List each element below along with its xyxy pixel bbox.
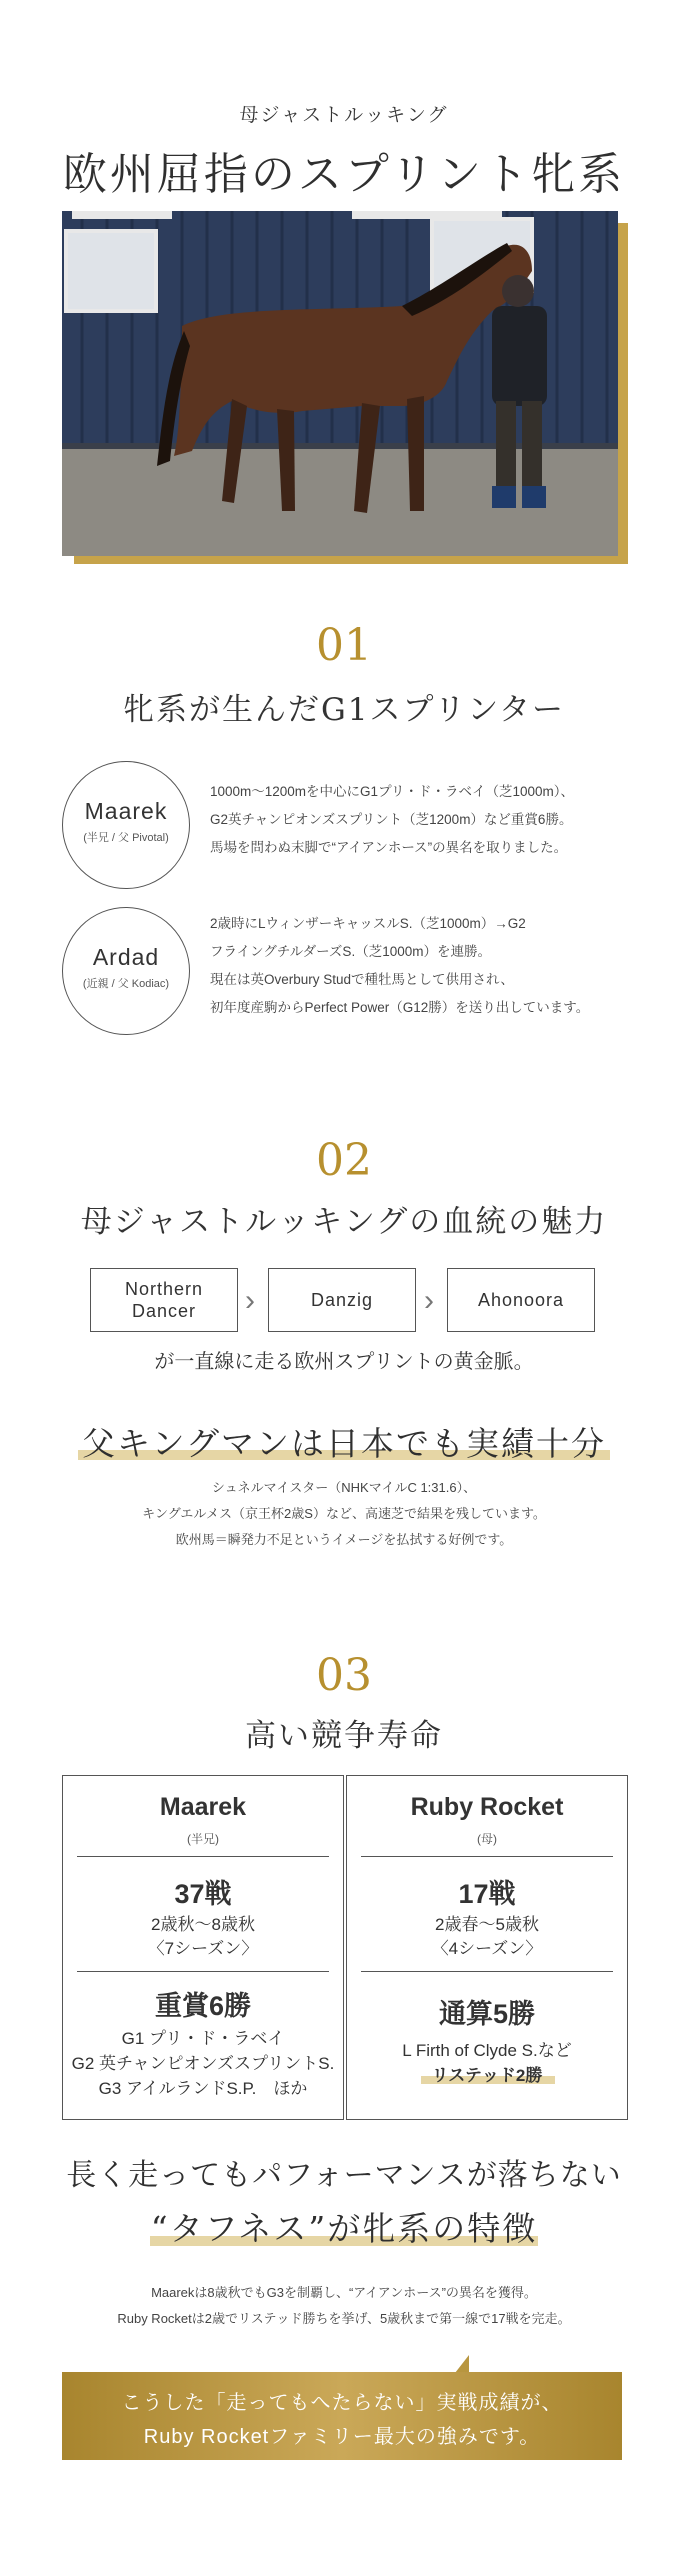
card-relation: (半兄): [187, 1832, 219, 1846]
section3-body: [0, 2280, 688, 2332]
section3-headline-2: “タフネス”が牝系の特徴: [150, 2209, 538, 2248]
section-title-3: 高い競争寿命: [245, 1718, 443, 1754]
banner-line: こうした「走ってもへたらない」実戦成績が、: [121, 2392, 563, 2414]
conclusion-banner: [62, 2372, 622, 2460]
chevron-right-icon: ›: [245, 1284, 255, 1317]
pedigree-name-line: Danzig: [310, 1290, 374, 1310]
horse-circle-ardad: [62, 907, 190, 1035]
card-detail-line: リステッド2勝: [431, 2066, 543, 2085]
pedigree-box-ahonoora: [447, 1268, 595, 1332]
pedigree-box-danzig: [268, 1268, 416, 1332]
card-detail-line: G1 プリ・ド・ラベイ: [121, 2029, 285, 2048]
card-wins: 重賞6勝: [154, 1991, 252, 2021]
description-line: G2英チャンピオンズスプリント（芝1200m）など重賞6勝。: [210, 812, 573, 827]
card-race-count: 37戦: [174, 1879, 232, 1909]
description-line: 馬場を問わぬ末脚で“アイアンホース”の異名を取りました。: [210, 840, 568, 855]
horse-relation: (近親 / 父 Kodiac): [82, 978, 170, 990]
horse-description-maarek: [210, 778, 574, 862]
card-seasons: 〈4シーズン〉: [431, 1939, 543, 1958]
horse-photo-frame: [62, 211, 628, 564]
body-line: キングエルメス（京王杯2歳S）など、高速芝で結果を残しています。: [142, 1506, 546, 1521]
section2-headline: 父キングマンは日本でも実績十分: [81, 1424, 606, 1463]
section-number-01: 01: [316, 620, 372, 671]
section-title-2: 母ジャストルッキングの血統の魅力: [80, 1204, 608, 1240]
career-card-ruby-rocket: [346, 1775, 628, 2120]
pedigree-box-northern-dancer: [90, 1268, 238, 1332]
horse-circle-maarek: [62, 761, 190, 889]
card-divider: [77, 1856, 329, 1857]
card-relation: (母): [477, 1832, 497, 1846]
horse-name: Maarek: [84, 798, 168, 824]
description-line: 2歳時にLウィンザーキャッスルS.（芝1000m）→G2: [210, 916, 526, 931]
card-wins: 通算5勝: [438, 1999, 536, 2029]
card-span: 2歳春～5歳秋: [435, 1915, 539, 1934]
card-divider: [361, 1856, 613, 1857]
card-horse-name: Maarek: [159, 1793, 247, 1821]
section-title-1: 牝系が生んだG1スプリンター: [122, 692, 565, 728]
pedigree-name-line: Northern: [124, 1279, 204, 1299]
card-detail-line: G2 英チャンピオンズスプリントS.: [71, 2054, 335, 2073]
card-horse-name: Ruby Rocket: [410, 1793, 564, 1821]
pedigree-name-line: Ahonoora: [477, 1290, 565, 1310]
body-line: 欧州馬＝瞬発力不足というイメージを払拭する好例です。: [175, 1532, 513, 1547]
description-line: フライングチルダーズS.（芝1000m）を連勝。: [210, 944, 491, 959]
career-card-maarek: [62, 1775, 344, 2120]
card-detail-line: G3 アイルランドS.P. ほか: [98, 2079, 308, 2098]
body-line: Ruby Rocketは2歳でリステッド勝ちを挙げ、5歳秋まで第一線で17戦を完走。: [117, 2311, 571, 2326]
card-divider: [361, 1971, 613, 1972]
horse-description-ardad: [210, 910, 589, 1022]
card-detail-line: L Firth of Clyde S.など: [402, 2041, 572, 2060]
card-divider: [77, 1971, 329, 1972]
card-race-count: 17戦: [458, 1879, 516, 1909]
page-subtitle: 母ジャストルッキング: [239, 104, 449, 126]
body-line: Maarekは8歳秋でもG3を制覇し、“アイアンホース”の異名を獲得。: [151, 2285, 537, 2300]
card-span: 2歳秋～8歳秋: [151, 1915, 255, 1934]
pedigree-name-line: Dancer: [131, 1301, 197, 1321]
body-line: シュネルマイスター（NHKマイルC 1:31.6）、: [211, 1480, 477, 1495]
horse-name: Ardad: [92, 944, 160, 970]
page-title: 欧州屈指のスプリント牝系: [62, 149, 626, 200]
description-line: 1000m～1200mを中心にG1プリ・ド・ラベイ（芝1000m）、: [210, 784, 575, 799]
section2-body: [0, 1475, 688, 1553]
section3-headline-1: 長く走ってもパフォーマンスが落ちない: [66, 2158, 622, 2193]
section-number-02: 02: [316, 1135, 372, 1186]
chevron-right-icon: ›: [424, 1284, 434, 1317]
description-line: 現在は英Overbury Studで種牡馬として供用され、: [210, 972, 514, 987]
section-number-03: 03: [316, 1650, 372, 1701]
description-line: 初年度産駒からPerfect Power（G12勝）を送り出しています。: [210, 1000, 590, 1015]
card-seasons: 〈7シーズン〉: [147, 1939, 259, 1958]
banner-notch: [455, 2355, 469, 2373]
banner-line: Ruby Rocketファミリー最大の強みです。: [143, 2426, 541, 2448]
horse-relation: (半兄 / 父 Pivotal): [83, 832, 169, 844]
horse-photo: [62, 211, 618, 556]
pedigree-caption: が一直線に走る欧州スプリントの黄金脈。: [154, 1351, 534, 1373]
